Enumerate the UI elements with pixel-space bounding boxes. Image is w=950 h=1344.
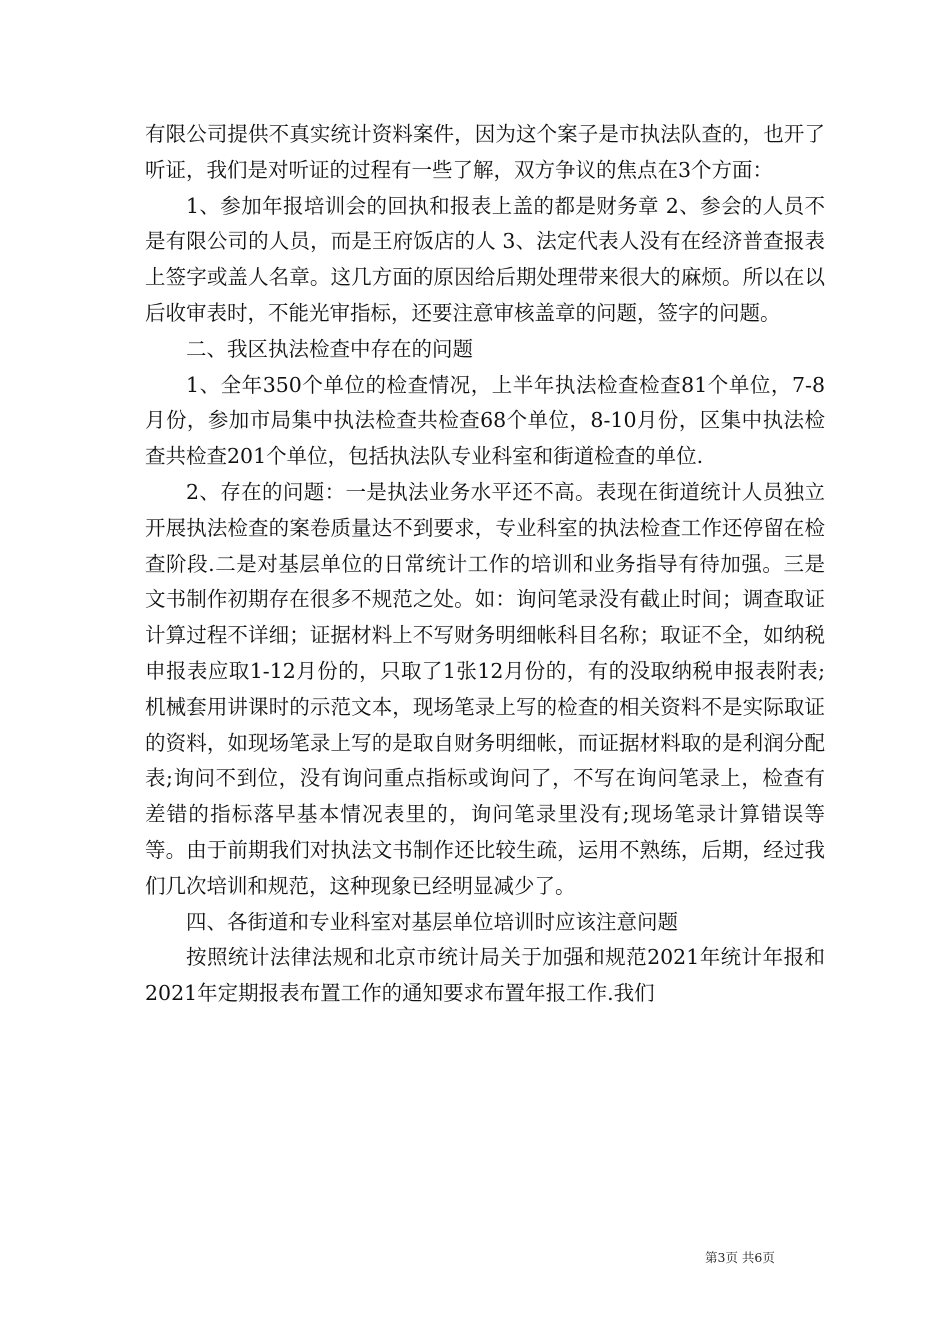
- section-heading-training-notes: 四、各街道和专业科室对基层单位培训时应该注意问题: [186, 909, 678, 934]
- section-heading-enforcement-problems: 二、我区执法检查中存在的问题: [186, 336, 473, 361]
- paragraph-hearing-issues: 1、参加年报培训会的回执和报表上盖的都是财务章 2、参会的人员不是有限公司的人员，而是王府饭店的人 3、法定代表人没有在经济普查报表上签字或盖人名章。这几方面的原因给后期处理带来很大的麻烦。所以在以后收审表时，不能光审指标，还要注意审核盖章的问题，签字的问题。: [145, 193, 825, 325]
- paragraph-existing-problems: 2、存在的问题：一是执法业务水平还不高。表现在街道统计人员独立开展执法检查的案卷质量达不到要求，专业科室的执法检查工作还停留在检查阶段.二是对基层单位的日常统计工作的培训和业务指导有待加强。三是文书制作初期存在很多不规范之处。如：询问笔录没有截止时间；调查取证计算过程不详细；证据材料上不写财务明细帐科目名称；取证不全，如纳税申报表应取1-12月份的，只取了1张12月份的，有的没取纳税申报表附表;机械套用讲课时的示范文本，现场笔录上写的检查的相关资料不是实际取证的资料，如现场笔录上写的是取自财务明细帐，而证据材料取的是利润分配表;询问不到位，没有询问重点指标或询问了，不写在询问笔录上，检查有差错的指标落早基本情况表里的，询问笔录里没有;现场笔录计算错误等等。由于前期我们对执法文书制作还比较生疏，运用不熟练，后期，经过我们几次培训和规范，这种现象已经明显减少了。: [145, 479, 825, 898]
- paragraph-inspection-stats: 1、全年350个单位的检查情况，上半年执法检查检查81个单位，7-8月份，参加市局集中执法检查共检查68个单位，8-10月份，区集中执法检查共检查201个单位，包括执法队专业科室和街道检查的单位.: [145, 372, 825, 469]
- document-body: [145, 117, 825, 1012]
- page-number-footer: 第3页 共6页: [705, 1250, 775, 1265]
- paragraph-annual-report-notice: 按照统计法律法规和北京市统计局关于加强和规范2021年统计年报和2021年定期报表布置工作的通知要求布置年报工作.我们: [145, 945, 825, 1006]
- paragraph-continuation: 有限公司提供不真实统计资料案件，因为这个案子是市执法队查的，也开了听证，我们是对听证的过程有一些了解，双方争议的焦点在3个方面：: [145, 122, 825, 182]
